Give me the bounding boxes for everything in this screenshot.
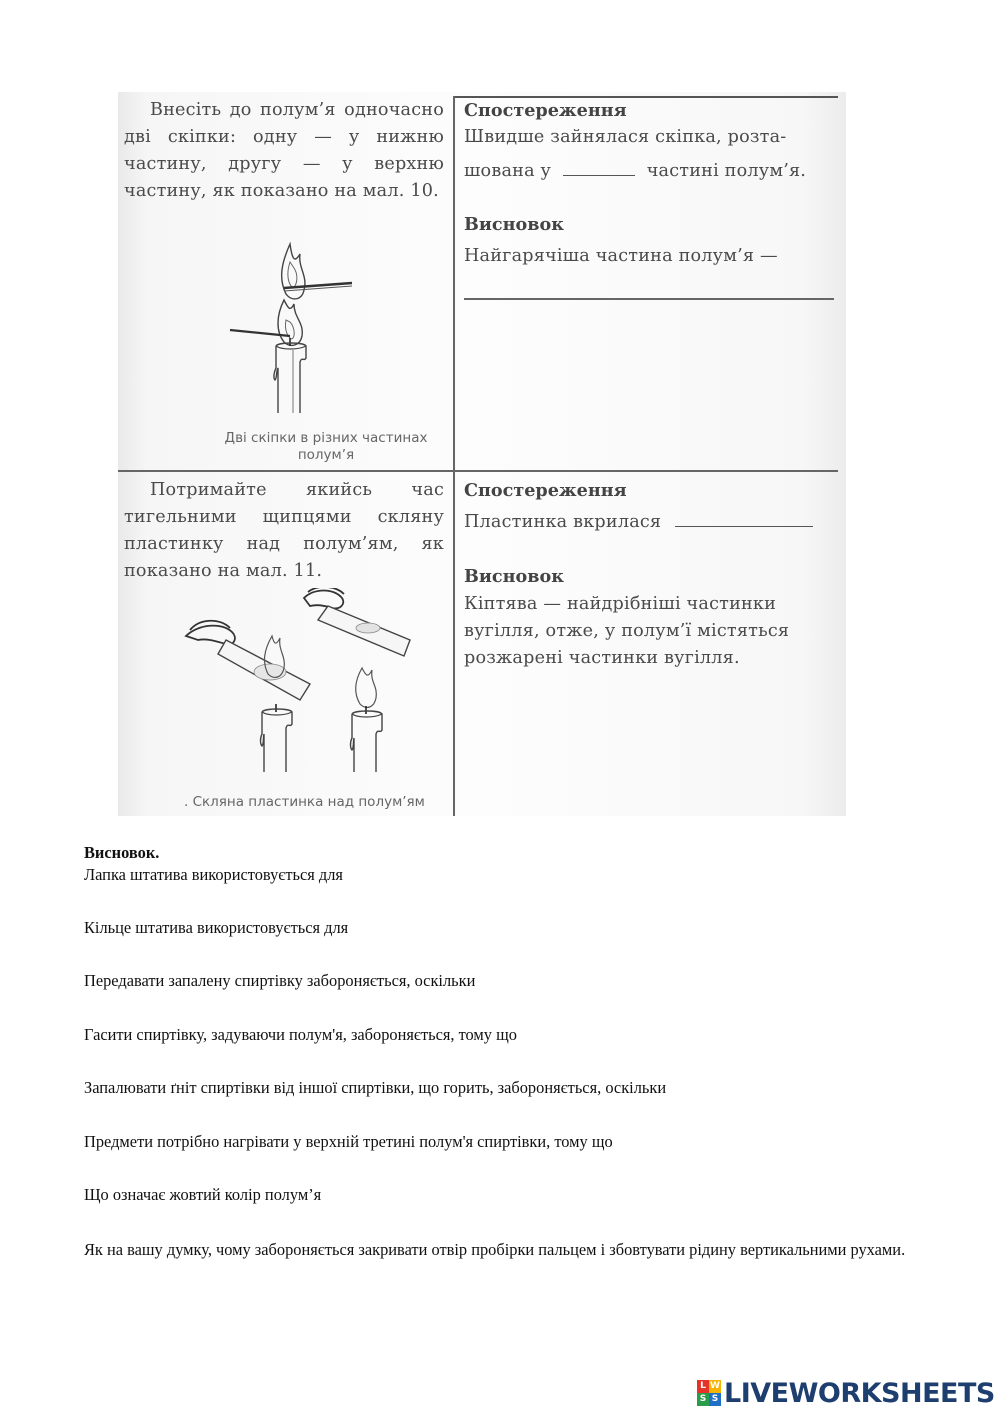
observation1-line2-end: частині полум’я. [646,161,807,181]
observation2-heading: Спостереження [464,480,627,501]
experiment2-instruction: Потримайте якийсь час тигельними щипцями скляну пластинку над полум’ям, як показано на мал. 11. [124,480,444,581]
observation1-heading: Спостереження [464,100,627,121]
conclusion-item-blowing-out: Гасити спиртівку, задуваючи полум'я, забороняється, тому що [84,1025,517,1044]
figure10-caption-line2: полум’я [297,447,355,463]
conclusion-item-passing-lamp: Передавати запалену спиртівку забороняється, оскільки [84,971,476,990]
figure10-caption-line1: Дві скіпки в різних частинах [224,430,428,446]
observation2-blank[interactable] [675,526,813,527]
conclusion-question: Як на вашу думку, чому забороняється закривати отвір пробірки пальцем і збовтувати рідину вертикальними рухами. [84,1240,906,1259]
glass-plate-over-flame-illustration [178,588,428,778]
observation1-line2-start: шована у [464,161,552,181]
conclusion2-line3: розжарені частинки вугілля. [464,648,740,668]
figure11-caption: . Скляна пластинка над полум’ям [184,794,425,810]
observation2-line [464,509,813,536]
conclusion1-heading: Висновок [464,214,564,235]
observation1-blank[interactable] [563,175,635,176]
two-splints-candle-illustration [218,238,378,418]
liveworksheets-logo-mark [697,1380,721,1406]
conclusion-item-lighting-wick: Запалювати ґніт спиртівки від іншої спиртівки, що горить, забороняється, оскільки [84,1078,667,1097]
logo-mark-s1: S [697,1393,709,1406]
conclusion-item-heating-zone: Предмети потрібно нагрівати у верхній третині полум'я спиртівки, тому що [84,1132,613,1151]
conclusion-item-stand-clamp: Лапка штатива використовується для [84,865,343,884]
conclusion-item-stand-ring: Кільце штатива використовується для [84,918,349,937]
observation1-line1: Швидше зайнялася скіпка, розта- [464,127,787,147]
logo-mark-w: W [710,1381,720,1391]
conclusion2-line2: вугілля, отже, у полум’ї містяться [464,621,790,641]
liveworksheets-logo [697,1376,995,1410]
conclusion1-text: Найгарячіша частина полум’я — [464,246,778,266]
conclusion-item-yellow-flame: Що означає жовтий колір полум’я [84,1185,322,1204]
conclusion-heading: Висновок. [84,843,160,862]
conclusion2-line1: Кіптява — найдрібніші частинки [464,594,777,614]
conclusion1-answer-line[interactable] [464,298,834,300]
logo-mark-s2: S [709,1393,721,1406]
table-top-border [454,96,838,98]
observation1-line2 [464,158,806,185]
liveworksheets-logo-text: LIVEWORKSHEETS [724,1377,995,1409]
textbook-scan [118,92,846,816]
observation2-text: Пластинка вкрилася [464,512,662,532]
table-column-divider [453,96,455,816]
table-row-divider [118,470,838,472]
experiment1-instruction: Внесіть до полум’я одночасно дві скіпки: одну — у нижню частину, другу — у верхню частину, як показано на мал. 10. [124,100,444,201]
figure10-caption [206,430,446,464]
logo-mark-l: L [697,1380,709,1393]
conclusion2-heading: Висновок [464,566,564,587]
